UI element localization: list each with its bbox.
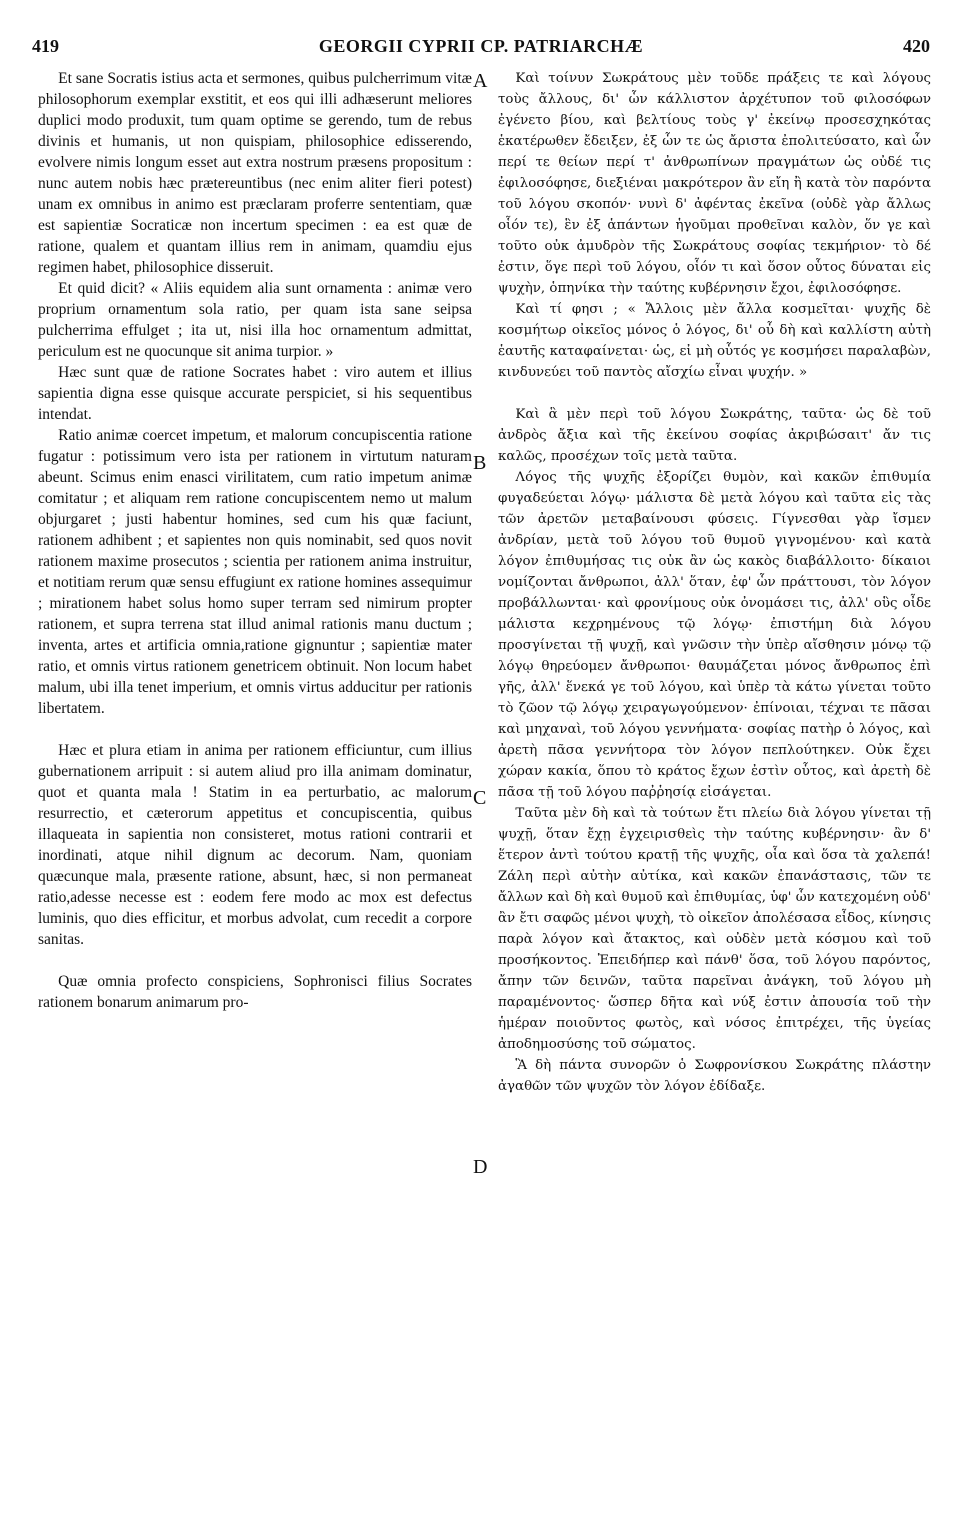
greek-paragraph: Λόγος τῆς ψυχῆς ἐξορίζει θυμὸν, καὶ κακῶν ἐπιθυμία φυγαδεύεται λόγῳ· μάλιστα δὲ μετὰ λόγου καὶ ταῦτα εἰς τὰς τῶν ἀρετῶν μεταβαίνουσι φύσεις. Γίγνεσθαι γὰρ ἴσμεν ἀνδρίαν, μετὰ τοῦ λόγου τοῦ θυμοῦ γιγνομένου· καὶ κατὰ λόγον ἐπιθυμήσας τις οὐκ ἂν ὡς κακὸς διαβάλλοιτο· δίκαιοι νομίζονται ἄνθρωποι, ἀλλ' ὅταν, ἐφ' ὧν πράττουσι, τὸν λόγον προβάλλωνται· καὶ φρονίμους οὐκ ὀνομάσει τις, ἀλλ' οὓς οἶδε μάλιστα κεχρημένους τῷ λόγῳ· ἐπιστήμη διὰ λόγου προσγίνεται τῇ ψυχῇ, καὶ γνῶσιν τὴν ὑπὲρ αἴσθησιν μόνῳ τῷ λόγῳ θηρεύομεν ἄνθρωποι· θαυμάζεται μόνος ἄνθρωπος ἐπὶ γῆς, ἀλλ' ἕνεκά γε τοῦ λόγου, καὶ ὑπὲρ τὰ κάτω γίνεται τοῦτο τὸ ζῶον τῷ λόγῳ χειραγωγούμενον· ἐπίνοιαι, τέχναι τε πᾶσαι καὶ μηχαναὶ, τοῦ λόγου γεννήματα· σοφίας πατὴρ ὁ λόγος, καὶ ἀρετὴ πᾶσα γεννήτορα τὸν λόγον πεπλούτηκεν. Οὐκ ἔχει χώραν κακία, ὅπου τὸ κράτος ἔχων ἐστὶν οὗτος, καὶ ἀρετὴ δὲ πᾶσα τῇ τοῦ λόγου παῤῥησίᾳ εἰσάγεται. <box>498 470 931 800</box>
greek-paragraph: Ταῦτα μὲν δὴ καὶ τὰ τούτων ἔτι πλείω διὰ λόγου γίνεται τῇ ψυχῇ, ὅταν ἔχῃ ἐγχειρισθεὶς τὴν ταύτης κυβέρνησιν· ἂν δ' ἕτερον ἀντὶ τούτου κρατῇ τῆς ψυχῆς, οἷα καὶ ὅσα τὰ χαλεπά! Ζάλη περὶ αὐτὴν αὐτίκα, καὶ κακῶν ἐπανάστασις, τῶν τε ἄλλων καὶ δὴ καὶ θυμοῦ καὶ ἐπιθυμίας, ὑφ' ὧν κατεχομένη οὐδ' ἂν ἔτι σαφῶς μένοι ψυχὴ, τὸ οἰκεῖον ἀπολέσασα εἶδος, κίνησις παρὰ λόγον καὶ ἄτακτος, καὶ οὐδὲν μετὰ κόσμου καὶ τοῦ προσήκοντος. Ἐπειδήπερ καὶ πάνθ' ὅσα, τοῦ λόγου παρόντος, ἄπην τῶν δεινῶν, ταῦτα παρεῖναι ἀνάγκη, τοῦ λόγου μὴ παραμένοντος· ὥσπερ δῆτα καὶ νύξ ἐστιν ἀπουσία τοῦ τὴν ἡμέραν ποιοῦντος φωτὸς, καὶ νόσος ἐπιτρέχει, τῆς ὑγείας ἀποδημοσύσης τοῦ σώματος. <box>498 806 931 1052</box>
section-marker-a: A <box>473 70 488 92</box>
latin-paragraph: Ratio animæ coercet impetum, et malorum concupiscentia ratione fugatur : potissimum vero ista per rationem in virtutum naturam abeunt. Scimus enim enasci virilitatem, cum ratio impetum animæ comitatur ; et aliquam rem ratione concupiscentem nemo ut malum objurgaret ; justi habentur homines, sed cum his quæ faciunt, rationem adhibent ; et sapientes non quis nominabit, sed quos novit rationem maxime prosecutos ; scientia per rationem anima instruitur, et notitiam rerum quæ sensu effugiunt ex ratione homines assequimur ; mirationem habet solus homo super terram sed nimirum propter rationem, et supra terrena stat illud animal rationis manu ductum ; inventa, artes et artificia omnia,ratione gignuntur ; sapientiæ mater ratio, et omnis virtus rationem genetricem obtinuit. Non locum habet malum, ubi illa tenet imperium, et omnis virtus adducitur per rationis libertatem. <box>38 427 472 717</box>
page-number-right: 420 <box>903 36 930 56</box>
section-marker-d: D <box>473 1156 488 1178</box>
greek-paragraph: Καὶ ἃ μὲν περὶ τοῦ λόγου Σωκράτης, ταῦτα· ὡς δὲ τοῦ ἀνδρὸς ἄξια καὶ τῆς ἐκείνου σοφίας ἀκριβώσαιτ' ἄν τις καλῶς, προσέχων τοῖς μετὰ ταῦτα. <box>498 407 931 464</box>
running-title: GEORGII CYPRII CP. PATRIARCHÆ <box>318 36 644 56</box>
latin-paragraph: Et quid dicit? « Aliis equidem alia sunt ornamenta : animæ vero proprium ornamentum sola ratio, per quam ista sane seipsa pulcherrima effulget ; ita ut, nisi illa hoc ornamentum admittat, periculum est ne quocunque sit anima turpior. » <box>38 280 472 360</box>
running-header <box>32 36 930 60</box>
latin-column <box>38 68 472 1013</box>
section-marker-b: B <box>473 452 487 474</box>
latin-paragraph: Quæ omnia profecto conspiciens, Sophronisci filius Socrates rationem bonarum animarum pro- <box>38 973 472 1011</box>
latin-paragraph: Hæc et plura etiam in anima per rationem efficiuntur, cum illius gubernationem arripuit : si autem aliud pro illa animam dominatur, quot et quanta mala ! Statim in ea perturbatio, ac malorum resurrectio, et cæterorum appetitus et concupiscentia, quibus illaqueata in sapientia non consisteret, motus rationi contrarii et inordinati, atque nihil dignum ac decorum. Nam, quoniam quæcunque mala, præsente ratione, absunt, hæc, si non permaneat ratio,adesse necesse est : eodem fere modo ac mox est defectus luminis, quo dies efficitur, et morbus advolat, cum recedit a corpore sanitas. <box>38 742 472 948</box>
greek-column <box>498 68 931 1097</box>
section-marker-c: C <box>473 787 487 809</box>
greek-paragraph: Ἃ δὴ πάντα συνορῶν ὁ Σωφρονίσκου Σωκράτης πλάστην ἀγαθῶν τῶν ψυχῶν τὸν λόγον ἐδίδαξε. <box>498 1058 931 1094</box>
latin-paragraph: Et sane Socratis istius acta et sermones, quibus pulcherrimum vitæ philosophorum exemplar exstitit, et eos qui illi adhæserunt meliores duplici modo produxit, tum quam optime se gerendo, tum de rebus divinis et humanis, ut non quispiam, philosophice edisserendo, evolvere nimis longum esset aut extra nostrum præsens propositum : nunc autem nobis hæc prætereuntibus (nec enim aliter fieri potest) unam ex omnibus in animo est præclaram proferre sententiam, quæ est sapientiæ Socraticæ non incertum specimen : ea est quæ de ratione, qualem et quantam illius rem in animam, quamdiu ejus regimen habet, philosophice disseruit. <box>38 70 472 276</box>
latin-paragraph: Hæc sunt quæ de ratione Socrates habet : viro autem et illius sapientia digna esse quisque accurate perspiciet, si his sequentibus intendat. <box>38 364 472 423</box>
greek-paragraph: Καὶ τοίνυν Σωκράτους μὲν τοῦδε πράξεις τε καὶ λόγους τοὺς ἄλλους, δι' ὧν κάλλιστον ἀρχέτυπον τοῦ φιλοσόφων ἐγένετο βίου, καὶ βελτίους τοὺς γ' ἐκείνῳ προσεσχηκότας ἑκατέρωθεν ἔδειξεν, ἐξ ὧν τε ὡς ἄριστα ἐπολιτεύσατο, καὶ ὧν περί τε θείων περί τ' ἀνθρωπίνων πραγμάτων ὡς οὐδέ τις ἐφιλοσόφησε, διεξιέναι μακρότερον ἂν εἴη ἢ κατὰ τὸν παρόντα τοῦ λόγου σκοπόν· νυνὶ δ' ἀφέντας ἐκεῖνα (οὐδὲ γὰρ ἄλλως οἷόν τε), ἓν ἐξ ἁπάντων ἡγοῦμαι προθεῖναι καλὸν, ὅν γε καὶ τοῦτο οὐκ ἀμυδρὸν τῆς Σωκράτους σοφίας τεκμήριον· τὸ δέ ἐστιν, ὅγε περὶ τοῦ λόγου, οἷόν τι καὶ ὅσον οὗτος δύναται εἰς ψυχὴν, ὁπηνίκα τὴν ταύτης κυβέρνησιν ἔχοι, ἐφιλοσόφησε. <box>498 71 931 296</box>
page-number-left: 419 <box>32 36 59 56</box>
greek-paragraph: Καὶ τί φησι ; « Ἄλλοις μὲν ἄλλα κοσμεῖται· ψυχῆς δὲ κοσμήτωρ οἰκεῖος μόνος ὁ λόγος, δι' οὗ δὴ καὶ καλλίστη αὐτὴ ἑαυτῆς καταφαίνεται· ὡς, εἰ μὴ οὗτός γε κοσμήσει παραλαβὼν, κινδυνεύει τοῦ παντὸς αἴσχίω εἶναι ψυχήν. » <box>498 302 931 380</box>
